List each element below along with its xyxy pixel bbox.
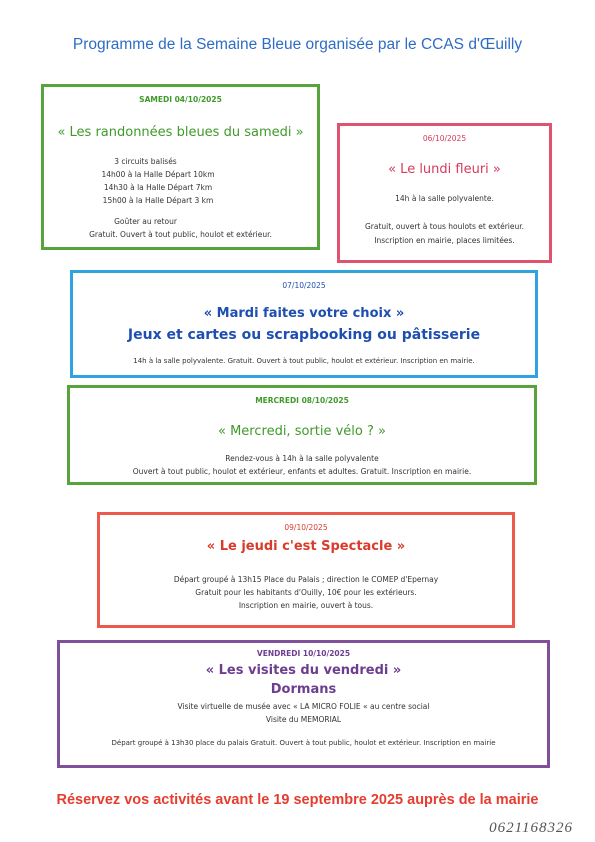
event-card-wednesday <box>67 385 537 485</box>
event-line: 3 circuits balisés <box>114 157 177 166</box>
event-line: Inscription en mairie, places limitées. <box>374 236 515 245</box>
event-line: 15h00 à la Halle Départ 3 km <box>102 196 214 205</box>
event-heading: « Mercredi, sortie vélo ? » <box>218 424 386 439</box>
event-date: VENDREDI 10/10/2025 <box>256 649 351 658</box>
event-line: Visite virtuelle de musée avec « LA MICRO FOLIE « au centre social <box>177 702 430 711</box>
event-line: 14h30 à la Halle Départ 7km <box>103 183 213 192</box>
event-line: Gratuit, ouvert à tous houlots et extérieur. <box>364 222 525 231</box>
event-heading: « Mardi faites votre choix » <box>203 306 405 321</box>
event-heading: « Le lundi fleuri » <box>388 162 501 177</box>
event-line: 14h à la salle polyvalente. <box>395 194 494 203</box>
event-line: 14h00 à la Halle Départ 10km <box>101 170 215 179</box>
event-heading: « Les randonnées bleues du samedi » <box>57 125 304 140</box>
event-line: Gratuit. Ouvert à tout public, houlot et extérieur. <box>89 230 272 239</box>
event-line: Départ groupé à 13h15 Place du Palais ; direction le COMEP d'Epernay <box>173 575 439 584</box>
event-line: 14h à la salle polyvalente. Gratuit. Ouvert à tout public, houlot et extérieur. Inscription en mairie. <box>133 357 475 365</box>
event-line: Inscription en mairie, ouvert à tous. <box>238 601 374 610</box>
reservation-notice: Réservez vos activités avant le 19 septembre 2025 auprès de la mairie <box>56 792 539 808</box>
event-date: 09/10/2025 <box>284 523 328 532</box>
event-date: 07/10/2025 <box>282 281 326 290</box>
event-card-thursday <box>97 512 515 628</box>
event-line: Rendez-vous à 14h à la salle polyvalente <box>225 454 379 463</box>
page-title: Programme de la Semaine Bleue organisée par le CCAS d'Œuilly <box>72 36 523 53</box>
event-line: Gratuit pour les habitants d'Ouilly, 10€ pour les extérieurs. <box>195 588 417 597</box>
event-date: MERCREDI 08/10/2025 <box>255 396 349 405</box>
event-line: Visite du MEMORIAL <box>265 715 342 724</box>
handwritten-note: 0621168326 <box>489 820 573 836</box>
event-line: Départ groupé à 13h30 place du palais Gratuit. Ouvert à tout public, houlot et extérieur. Inscription en mairie <box>111 739 496 747</box>
event-card-tuesday <box>70 270 538 378</box>
event-card-saturday <box>41 84 320 250</box>
event-subheading: Jeux et cartes ou scrapbooking ou pâtisserie <box>127 327 481 343</box>
event-subheading: Dormans <box>270 682 337 697</box>
event-card-monday <box>337 123 552 263</box>
event-card-friday <box>57 640 550 768</box>
event-heading: « Les visites du vendredi » <box>205 663 402 678</box>
event-heading: « Le jeudi c'est Spectacle » <box>206 539 406 554</box>
event-date: SAMEDI 04/10/2025 <box>139 95 222 104</box>
event-line: Goûter au retour <box>114 217 177 226</box>
event-line: Ouvert à tout public, houlot et extérieur, enfants et adultes. Gratuit. Inscription en mairie. <box>132 467 472 476</box>
event-date: 06/10/2025 <box>422 134 467 143</box>
